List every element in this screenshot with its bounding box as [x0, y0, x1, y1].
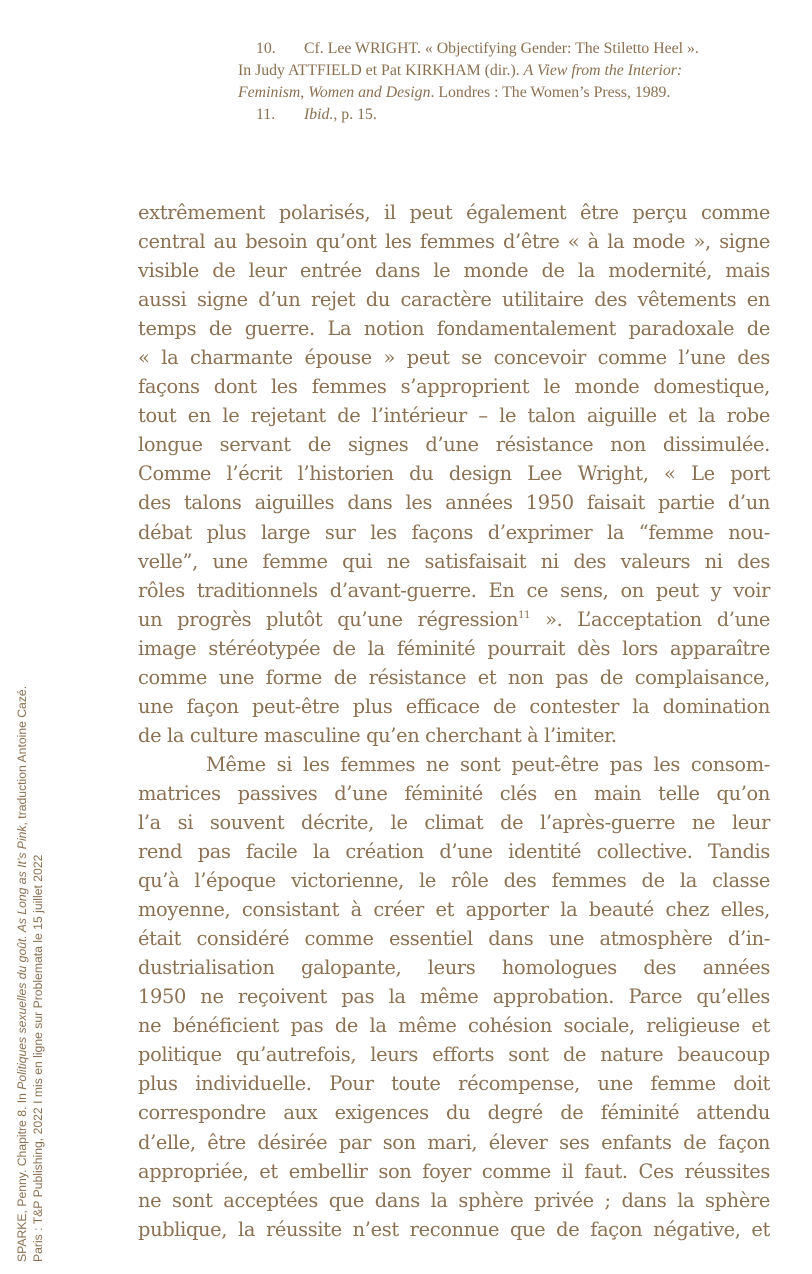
body-line: comme une forme de résistance et non pas de complaisance, — [138, 665, 770, 689]
credit-line-1 — [14, 686, 30, 1262]
footnote-10-line-2 — [238, 60, 778, 82]
body-line: d’elle, être désirée par son mari, élever ses enfants de façon — [138, 1130, 770, 1154]
body-line: appropriée, et embellir son foyer comme il faut. Ces réussites — [138, 1159, 770, 1183]
body-line: plus individuelle. Pour toute récompense, une femme doit — [138, 1072, 770, 1096]
footnote-10-line-3 — [238, 82, 778, 104]
footnote-10-line-1 — [238, 38, 778, 60]
body-line: débat plus large sur les façons d’exprimer la “femme nou- — [138, 520, 770, 544]
body-line: image stéréotypée de la féminité pourrait dès lors apparaître — [138, 636, 770, 660]
footnote-title: A View from the Interior: — [523, 62, 683, 79]
body-line: Comme l’écrit l’historien du design Lee Wright, « Le port — [138, 462, 770, 486]
footnote-text: . Londres : The Women’s Press, 1989. — [430, 84, 671, 101]
body-line: moyenne, consistant à créer et apporter la beauté chez elles, — [138, 898, 770, 922]
credit-title: Politiques sexuelles du goût. As Long as It’s Pink — [15, 825, 29, 1090]
body-line: temps de guerre. La notion fondamentalement paradoxale de — [138, 317, 770, 341]
body-line — [138, 605, 770, 634]
body-line: dustrialisation galopante, leurs homologues des années — [138, 956, 770, 980]
body-line: était considéré comme essentiel dans une atmosphère d’in- — [138, 927, 770, 951]
credit-line-2: Paris : T&P Publishing, 2022 I mis en ligne sur Problemata le 15 juillet 2022 — [31, 854, 45, 1262]
body-line: l’a si souvent décrite, le climat de l’après-guerre ne leur — [138, 810, 770, 834]
body-line: ne sont acceptées que dans la sphère privée ; dans la sphère — [138, 1188, 770, 1212]
body-line: 1950 ne reçoivent pas la même approbation. Parce qu’elles — [138, 985, 770, 1009]
body-text-run: un progrès plutôt qu’une régression — [138, 607, 519, 631]
body-line: extrêmement polarisés, il peut également être perçu comme — [138, 201, 770, 224]
credit-text: , traduction Antoine Cazé. — [15, 685, 29, 826]
footnote-title: Feminism, Women and Design — [238, 84, 431, 101]
body-line: politique qu’autrefois, leurs efforts sont de nature beaucoup — [138, 1043, 770, 1067]
body-line: de la culture masculine qu’en cherchant à l’imiter. — [138, 723, 617, 747]
footnote-text: Cf. Lee WRIGHT. « Objectifying Gender: The Stiletto Heel ». — [304, 40, 699, 57]
footnote-text: In Judy ATTFIELD et Pat KIRKHAM (dir.). — [238, 62, 524, 79]
body-line: « la charmante épouse » peut se concevoir comme l’une des — [138, 346, 770, 370]
footnote-title: Ibid. — [304, 106, 334, 123]
footnote-reference: 11 — [518, 609, 531, 621]
body-line: façons dont les femmes s’approprient le monde domestique, — [138, 375, 770, 399]
body-line: longue servant de signes d’une résistance non dissimulée. — [138, 433, 770, 457]
body-line: ne bénéficient pas de la même cohésion sociale, religieuse et — [138, 1014, 770, 1038]
body-line: tout en le rejetant de l’intérieur – le talon aiguille et la robe — [138, 404, 770, 428]
body-line: rôles traditionnels d’avant-guerre. En ce sens, on peut y voir — [138, 578, 770, 602]
footnote-number: 10. — [256, 40, 276, 57]
footnotes — [238, 38, 778, 126]
credit-text: SPARKE, Penny. Chapitre 8. In — [15, 1089, 29, 1262]
body-line: correspondre aux exigences du degré de féminité attendu — [138, 1101, 770, 1125]
body-line: publique, la réussite n’est reconnue que de façon négative, et — [138, 1217, 770, 1241]
body-line: matrices passives d’une féminité clés en main telle qu’on — [138, 781, 770, 805]
body-line: qu’à l’époque victorienne, le rôle des femmes de la classe — [138, 869, 770, 893]
body-line: visible de leur entrée dans le monde de la modernité, mais — [138, 259, 770, 283]
side-credit — [14, 686, 46, 1262]
body-line: central au besoin qu’ont les femmes d’être « à la mode », signe — [138, 230, 770, 254]
body-line: des talons aiguilles dans les années 1950 faisait partie d’un — [138, 491, 770, 515]
footnote-text: , p. 15. — [333, 106, 377, 123]
footnote-number: 11. — [256, 106, 276, 123]
body-text-run: ». L’acceptation d’une — [530, 607, 770, 631]
body-line: Même si les femmes ne sont peut-être pas les consom- — [206, 752, 770, 776]
body-line: velle”, une femme qui ne satisfaisait ni des valeurs ni des — [138, 549, 770, 573]
body-line: une façon peut-être plus efficace de contester la domination — [138, 694, 770, 718]
body-line: aussi signe d’un rejet du caractère utilitaire des vêtements en — [138, 288, 770, 312]
body-line: rend pas facile la création d’une identité collective. Tandis — [138, 840, 770, 864]
body-text — [138, 198, 770, 1244]
footnote-11 — [238, 104, 778, 126]
